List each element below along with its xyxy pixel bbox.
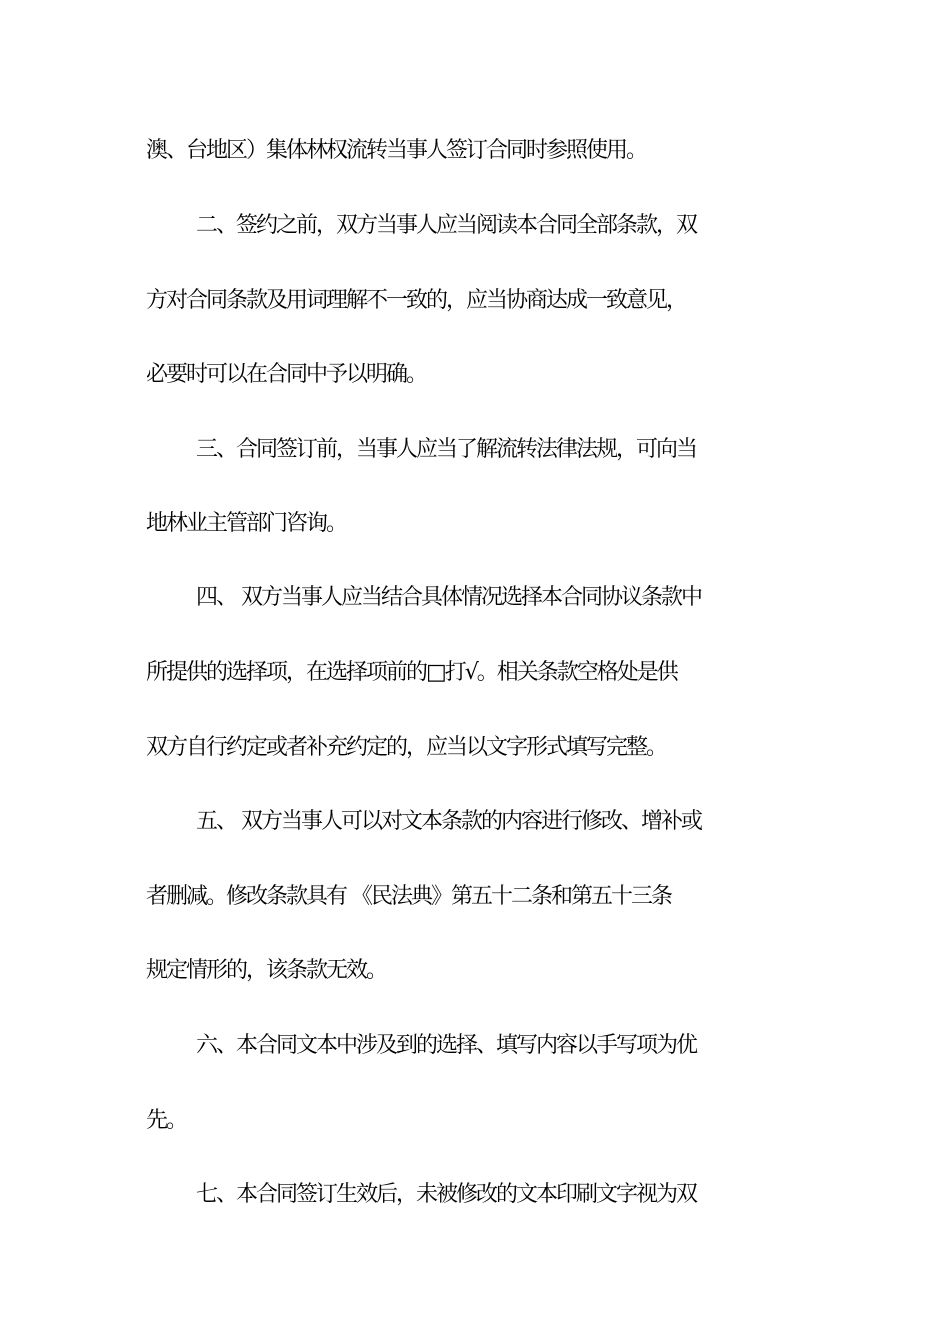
clause-4-line-3: 双方自行约定或者补充约定的，应当以文字形式填写完整。 xyxy=(146,735,667,760)
clause-4-line-1: 四、 双方当事人应当结合具体情况选择本合同协议条款中 xyxy=(196,585,701,610)
clause-5-line-1: 五、 双方当事人可以对文本条款的内容进行修改、增补或 xyxy=(196,809,701,834)
clause-4-line-2: 所提供的选择项，在选择项前的□打√。相关条款空格处是供 xyxy=(146,660,677,685)
clause-2-line-3: 必要时可以在合同中予以明确。 xyxy=(146,362,427,387)
clause-3-line-1: 三、合同签订前，当事人应当了解流转法律法规，可向当 xyxy=(196,437,697,462)
text-line-continuation: 澳、台地区）集体林权流转当事人签订合同时参照使用。 xyxy=(146,138,647,163)
clause-5-line-3: 规定情形的，该条款无效。 xyxy=(146,958,387,983)
clause-6-line-2: 先。 xyxy=(146,1108,187,1133)
clause-7-line-1: 七、本合同签订生效后，未被修改的文本印刷文字视为双 xyxy=(196,1182,697,1207)
clause-6-line-1: 六、本合同文本中涉及到的选择、填写内容以手写项为优 xyxy=(196,1033,697,1058)
clause-3-line-2: 地林业主管部门咨询。 xyxy=(146,511,347,536)
clause-5-line-2: 者删减。修改条款具有 《民法典》第五十二条和第五十三条 xyxy=(146,884,671,909)
clause-2-line-1: 二、签约之前，双方当事人应当阅读本合同全部条款，双 xyxy=(196,213,697,238)
clause-2-line-2: 方对合同条款及用词理解不一致的，应当协商达成一致意见， xyxy=(146,288,687,313)
